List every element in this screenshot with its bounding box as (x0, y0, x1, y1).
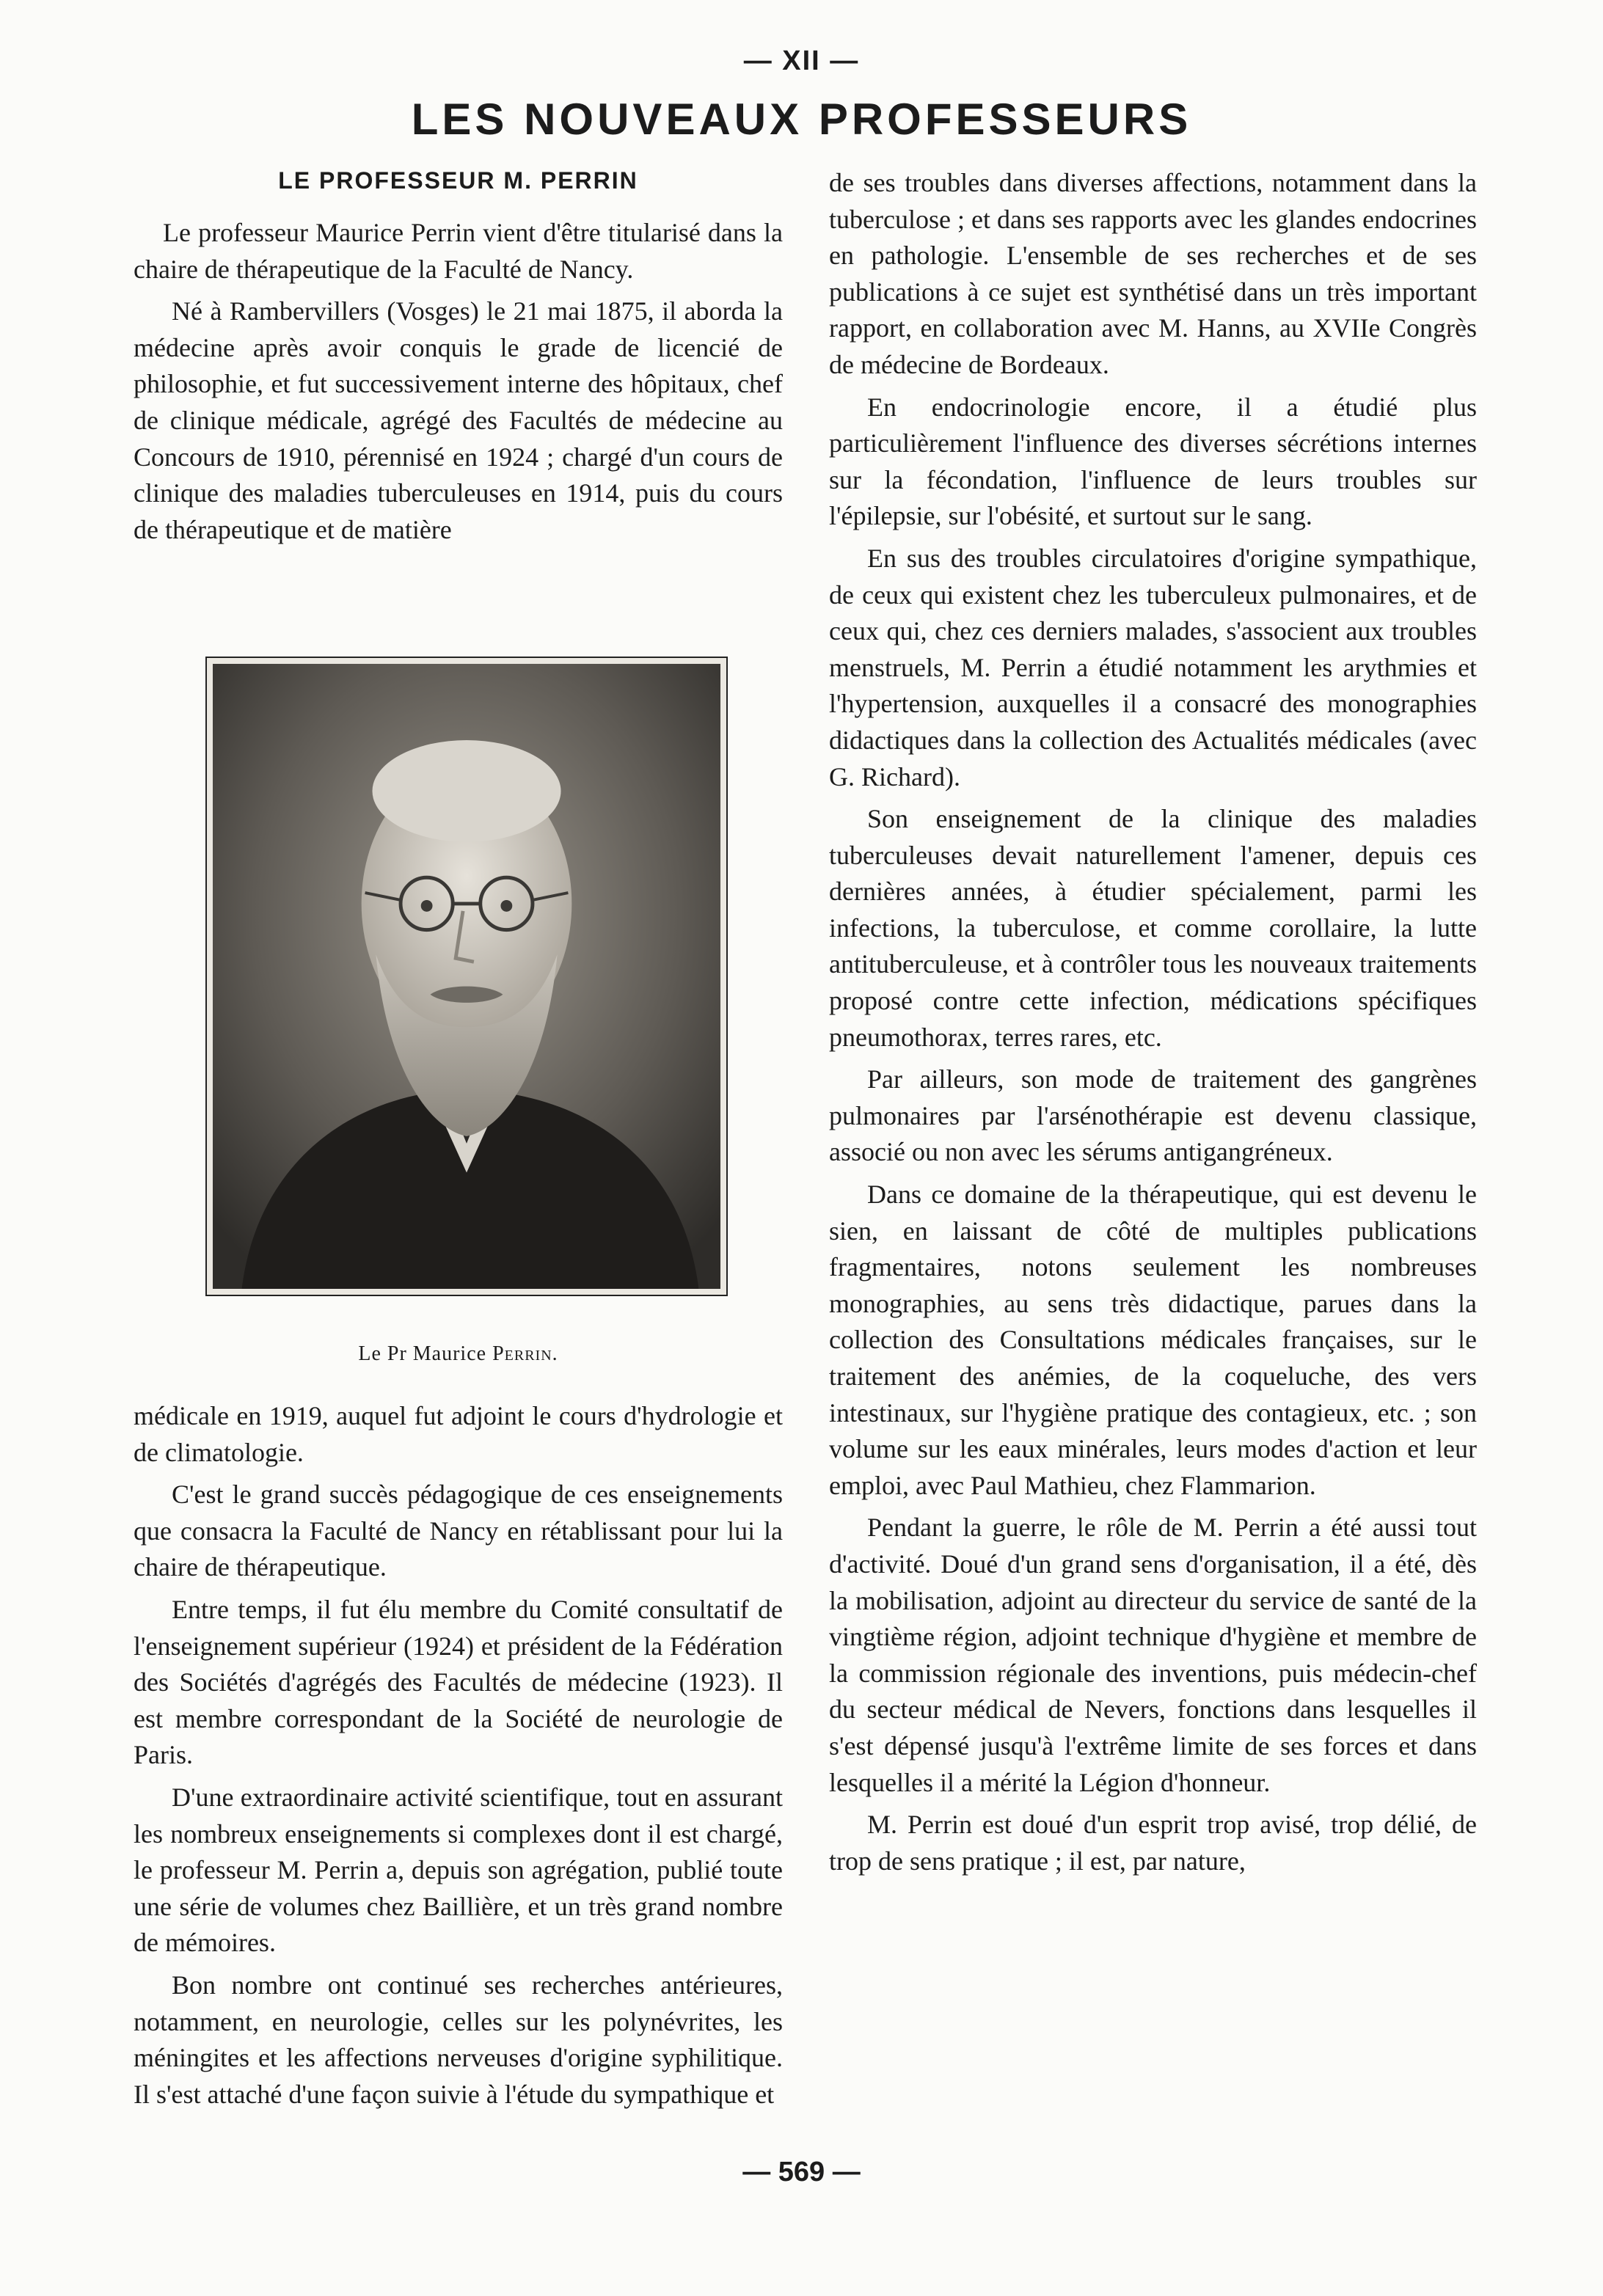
paragraph: En sus des troubles circulatoires d'origine sympathique, de ceux qui existent chez les tuberculeux pulmonaires, et de ceux qui, chez ces derniers malades, s'associent aux troubles menstruels, M. Perrin a étudié notamment les arythmies et l'hypertension, auxquelles il a consacré des monographies didactiques dans la collection des Actualités médicales (avec G. Richard). (829, 543, 1477, 791)
paragraph: Entre temps, il fut élu membre du Comité consultatif de l'enseignement supérieur (1924) et président de la Fédération des Sociétés d'agrégés des Facultés de médecine (1923). Il est membre correspondant de la Société de neurologie de Paris. (134, 1594, 783, 1770)
page-folio: — XII — (743, 45, 860, 76)
right-column (829, 165, 1477, 1879)
caption-name: Perrin. (492, 1342, 558, 1365)
page-title: LES NOUVEAUX PROFESSEURS (411, 95, 1192, 144)
paragraph: Pendant la guerre, le rôle de M. Perrin a été aussi tout d'activité. Doué d'un grand sens d'organisation, il a été, dès la mobilisation, adjoint au directeur du service de santé de la vingtième région, adjoint technique d'hygiène et membre de la commission régionale des inventions, puis médecin-chef du secteur médical de Nevers, fonctions dans lesquelles il s'est dépensé jusqu'à l'extrême limite de ses forces et dans lesquelles il a mérité la Légion d'honneur. (829, 1513, 1477, 1797)
paragraph: de ses troubles dans diverses affections, notamment dans la tuberculose ; et dans ses rapports avec les glandes endocrines en pathologie. L'ensemble de ses recherches et de ses publications à ce sujet est synthétisé dans un très important rapport, en collaboration avec M. Hanns, au XVIIe Congrès de médecine de Bordeaux. (829, 168, 1477, 379)
left-column-top (134, 215, 783, 548)
paragraph: Par ailleurs, son mode de traitement des gangrènes pulmonaires par l'arsénothérapie est devenu classique, associé ou non avec les sérums antigangréneux. (829, 1064, 1477, 1167)
article-heading: LE PROFESSEUR M. PERRIN (278, 167, 638, 194)
paragraph: médicale en 1919, auquel fut adjoint le cours d'hydrologie et de climatologie. (134, 1401, 783, 1467)
paragraph: En endocrinologie encore, il a étudié plus particulièrement l'influence des diverses sécrétions internes sur la fécondation, l'influence de leurs troubles sur l'épilepsie, sur l'obésité, et surtout sur le sang. (829, 392, 1477, 531)
paragraph: Bon nombre ont continué ses recherches antérieures, notamment, en neurologie, celles sur les polynévrites, les méningites et les affections nerveuses d'origine syphilitique. Il s'est attaché d'une façon suivie à l'étude du sympathique et (134, 1970, 783, 2109)
page-number: — 569 — (742, 2157, 861, 2187)
paragraph: Le professeur Maurice Perrin vient d'être titularisé dans la chaire de thérapeutique de la Faculté de Nancy. (134, 218, 783, 284)
paragraph: M. Perrin est doué d'un esprit trop avisé, trop délié, de trop de sens pratique ; il est, par nature, (829, 1810, 1477, 1876)
paragraph: D'une extraordinaire activité scientifique, tout en assurant les nombreux enseignements si complexes dont il est chargé, le professeur M. Perrin a, depuis son agrégation, publié toute une série de volumes chez Baillière, et un très grand nombre de mémoires. (134, 1782, 783, 1958)
left-column-bottom (134, 1398, 783, 2113)
paragraph: Né à Rambervillers (Vosges) le 21 mai 1875, il aborda la médecine après avoir conquis le grade de licencié de philosophie, et fut successivement interne des hôpitaux, chef de clinique médicale, agrégé des Facultés de médecine au Concours de 1910, pérennisé en 1924 ; chargé d'un cours de clinique des maladies tuberculeuses en 1914, puis du cours de thérapeutique et de matière (134, 296, 783, 544)
paragraph: Dans ce domaine de la thérapeutique, qui est devenu le sien, en laissant de côté de multiples publications fragmentaires, notons seulement les nombreuses monographies, au sens très didactique, parues dans la collection des Consultations médicales françaises, sur le traitement des anémies, de la coqueluche, des vers intestinaux, sur l'hygiène pratique des contagieux, etc. ; son volume sur les eaux minérales, leurs modes d'action et leur emploi, avec Paul Mathieu, chez Flammarion. (829, 1180, 1477, 1500)
paragraph: C'est le grand succès pédagogique de ces enseignements que consacra la Faculté de Nancy en rétablissant pour lui la chaire de thérapeutique. (134, 1480, 783, 1582)
portrait-photo (205, 657, 728, 1296)
caption-prefix: Le Pr Maurice (358, 1342, 487, 1365)
paragraph: Son enseignement de la clinique des maladies tuberculeuses devait naturellement l'amener, depuis ces dernières années, à étudier spécialement, parmi les infections, la tuberculose, et comme corollaire, la lutte antituberculeuse, et à contrôler tous les nouveaux traitements proposé contre cette infection, médications spécifiques pneumothorax, terres rares, etc. (829, 804, 1477, 1052)
figure-caption (134, 1342, 783, 1366)
portrait-image (213, 664, 720, 1289)
